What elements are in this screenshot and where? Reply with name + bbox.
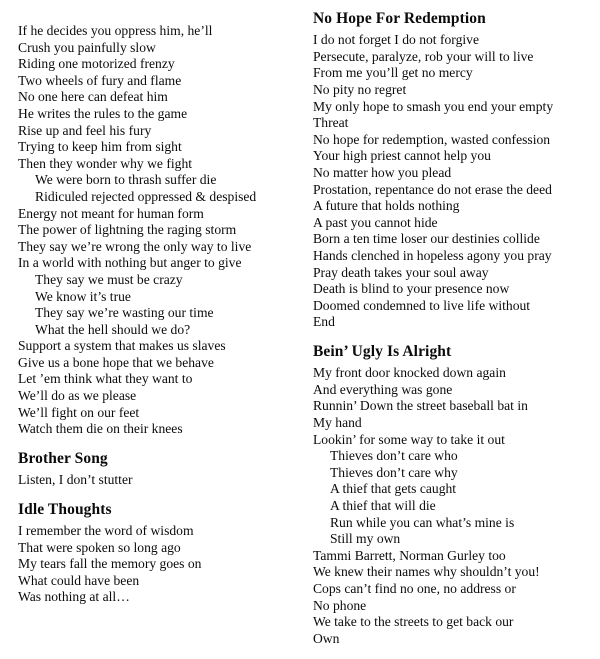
lyric-line: Give us a bone hope that we behave	[18, 354, 214, 370]
lyric-line: Crush you painfully slow	[18, 39, 156, 55]
lyric-line: Energy not meant for human form	[18, 205, 204, 221]
two-column-layout	[18, 10, 592, 659]
song-title: No Hope For Redemption	[312, 10, 486, 27]
lyric-line: No pity no regret	[312, 82, 407, 98]
lyric-line: The power of lightning the raging storm	[18, 222, 237, 238]
lyric-line: Was nothing at all…	[18, 589, 130, 605]
lyric-line: Your high priest cannot help you	[312, 148, 491, 164]
lyric-line: Pray death takes your soul away	[312, 264, 489, 280]
lyric-line: Rise up and feel his fury	[18, 122, 152, 138]
lyric-line: End	[312, 314, 335, 330]
lyric-line: No matter how you plead	[312, 165, 452, 181]
lyric-line: My hand	[312, 415, 362, 431]
lyric-line: Doomed condemned to live life without	[312, 297, 531, 313]
lyric-line: They say we’re wrong the only way to live	[18, 238, 252, 254]
lyric-line: Death is blind to your presence now	[312, 281, 510, 297]
right-column	[313, 10, 592, 659]
lyric-line: A past you cannot hide	[312, 214, 438, 230]
lyric-line: Runnin’ Down the street baseball bat in	[312, 398, 528, 414]
lyric-line: Let ’em think what they want to	[18, 371, 193, 387]
lyric-line: Hands clenched in hopeless agony you pray	[312, 248, 552, 263]
lyric-line: Cops can’t find no one, no address or	[312, 580, 516, 596]
song-block	[18, 450, 299, 489]
lyric-line: Trying to keep him from sight	[18, 139, 182, 155]
lyric-line: A thief that gets caught	[329, 481, 457, 497]
lyric-line: My tears fall the memory goes on	[18, 556, 202, 572]
song-block	[313, 10, 592, 331]
song-block	[313, 343, 592, 647]
lyric-line: Prostation, repentance do not erase the deed	[312, 181, 552, 197]
lyric-line: Riding one motorized frenzy	[18, 56, 175, 72]
song-title: Idle Thoughts	[18, 500, 112, 518]
lyric-line: My only hope to smash you end your empty	[312, 98, 554, 114]
lyric-line: He writes the rules to the game	[18, 105, 188, 121]
lyric-line: We were born to thrash suffer die	[35, 172, 217, 188]
title-spacer	[18, 12, 299, 23]
lyric-line: Lookin’ for some way to take it out	[312, 431, 505, 447]
lyric-lines	[313, 365, 592, 647]
lyric-lines	[18, 23, 299, 438]
lyric-lines	[18, 523, 299, 606]
lyric-line: In a world with nothing but anger to give	[18, 255, 242, 271]
lyric-line: Ridiculed rejected oppressed & despised	[35, 188, 257, 204]
lyric-line: Still my own	[329, 531, 401, 547]
lyric-line: Watch them die on their knees	[18, 421, 183, 437]
lyric-line: We know it’s true	[35, 288, 131, 304]
lyric-line: What could have been	[18, 572, 140, 588]
lyric-line: I do not forget I do not forgive	[312, 32, 479, 48]
lyric-line: No one here can defeat him	[18, 89, 168, 105]
lyric-line: My front door knocked down again	[312, 365, 506, 381]
lyric-line: Born a ten time loser our destinies collide	[312, 231, 540, 247]
song-title: Bein’ Ugly Is Alright	[312, 342, 452, 360]
left-column	[18, 10, 299, 618]
lyric-line: And everything was gone	[312, 381, 453, 397]
lyric-line: A thief that will die	[329, 498, 436, 513]
lyric-line: We knew their names why shouldn’t you!	[312, 564, 540, 580]
lyric-line: We’ll fight on our feet	[18, 404, 140, 420]
lyric-line: Thieves don’t care why	[329, 464, 458, 480]
lyric-line: We’ll do as we please	[18, 388, 137, 404]
lyric-line: Thieves don’t care who	[329, 448, 458, 464]
lyric-line: From me you’ll get no mercy	[312, 65, 473, 81]
song-title: Brother Song	[18, 449, 108, 467]
lyric-line: That were spoken so long ago	[18, 539, 181, 555]
lyric-line: Listen, I don’t stutter	[18, 472, 133, 488]
lyric-line: No phone	[312, 597, 367, 613]
song-block	[18, 501, 299, 606]
lyric-line: A future that holds nothing	[312, 198, 460, 214]
lyric-line: Run while you can what’s mine is	[329, 514, 515, 530]
lyric-line: What the hell should we do?	[35, 321, 191, 337]
lyric-line: If he decides you oppress him, he’ll	[18, 23, 213, 38]
lyric-line: Tammi Barrett, Norman Gurley too	[312, 547, 506, 563]
lyric-line: Support a system that makes us slaves	[18, 338, 226, 354]
lyric-line: Own	[312, 630, 340, 646]
lyric-line: Persecute, paralyze, rob your will to live	[312, 48, 534, 64]
lyric-line: We take to the streets to get back our	[312, 614, 514, 630]
lyric-line: They say we’re wasting our time	[35, 305, 214, 321]
lyric-lines	[313, 32, 592, 331]
lyric-line: Threat	[312, 115, 349, 131]
lyric-line: I remember the word of wisdom	[18, 523, 194, 538]
lyric-line: They say we must be crazy	[35, 271, 183, 287]
lyric-lines	[18, 472, 299, 489]
lyric-line: No hope for redemption, wasted confession	[312, 131, 551, 147]
lyric-line: Then they wonder why we fight	[18, 155, 193, 171]
song-block	[18, 12, 299, 438]
lyric-line: Two wheels of fury and flame	[18, 72, 182, 88]
